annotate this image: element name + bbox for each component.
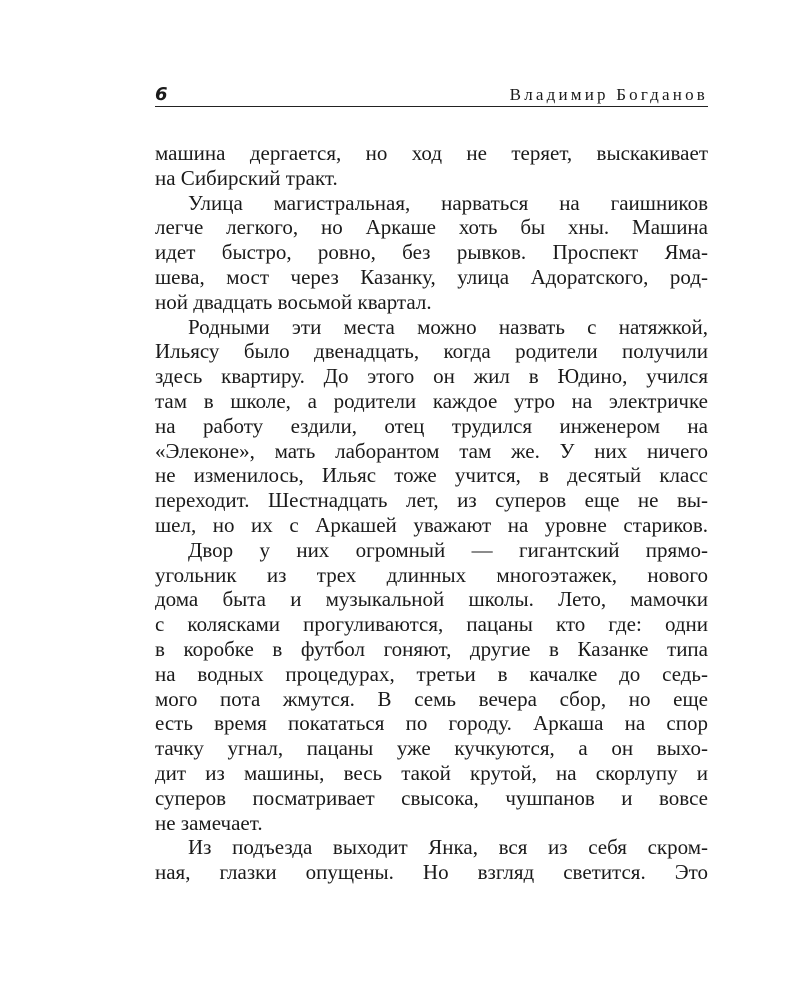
text-line: машина дергается, но ход не теряет, выскакивает	[155, 141, 708, 165]
text-line: не замечает.	[155, 810, 263, 835]
text-line: угольник из трех длинных многоэтажек, нового	[155, 562, 708, 587]
text-line: дит из машины, весь такой крутой, на скорлупу и	[155, 760, 708, 785]
page-number: 6	[155, 84, 168, 105]
text-line: с колясками прогуливаются, пацаны кто где: одни	[155, 612, 708, 637]
text-line: там в школе, а родители каждое утро на электричке	[155, 388, 708, 413]
text-line: тачку угнал, пацаны уже кучкуются, а он выхо-	[155, 736, 708, 761]
text-line: Двор у них огромный — гигантский прямо-	[188, 537, 708, 562]
text-line: дома быта и музыкальной школы. Лето, мамочки	[155, 587, 708, 612]
text-line: не изменилось, Ильяс тоже учится, в десятый класс	[155, 463, 708, 488]
text-line: на Сибирский тракт.	[155, 165, 338, 190]
text-line: мого пота жмутся. В семь вечера сбор, но еще	[155, 686, 708, 711]
body-text	[155, 141, 708, 885]
text-line: ной двадцать восьмой квартал.	[155, 289, 432, 314]
text-line: Улица магистральная, нарваться на гаишников	[188, 190, 708, 215]
text-line: шел, но их с Аркашей уважают на уровне стариков.	[155, 512, 708, 537]
text-line: идет быстро, ровно, без рывков. Проспект Яма-	[155, 240, 708, 265]
text-line: есть время покататься по городу. Аркаша на спор	[155, 711, 708, 736]
text-line: переходит. Шестнадцать лет, из суперов еще не вы-	[155, 488, 708, 513]
book-page	[155, 78, 708, 885]
text-line: шева, мост через Казанку, улица Адоратского, род-	[155, 264, 708, 289]
text-line: легче легкого, но Аркаше хоть бы хны. Машина	[155, 215, 708, 240]
text-line: на работу ездили, отец трудился инженером на	[155, 413, 708, 438]
text-line: здесь квартиру. До этого он жил в Юдино, учился	[155, 364, 708, 389]
text-line: Ильясу было двенадцать, когда родители получили	[155, 339, 708, 364]
text-line: ная, глазки опущены. Но взгляд светится. Это	[155, 860, 708, 885]
text-line: Родными эти места можно назвать с натяжкой,	[188, 314, 708, 339]
text-line: на водных процедурах, третьи в качалке до седь-	[155, 661, 708, 686]
text-line: в коробке в футбол гоняют, другие в Казанке типа	[155, 636, 708, 661]
text-line: суперов посматривает свысока, чушпанов и вовсе	[155, 785, 708, 810]
text-line: Из подъезда выходит Янка, вся из себя скром-	[188, 835, 708, 860]
running-head	[155, 78, 708, 107]
text-line: «Элеконе», мать лаборантом там же. У них ничего	[155, 438, 708, 463]
author-name: Владимир Богданов	[509, 85, 708, 104]
